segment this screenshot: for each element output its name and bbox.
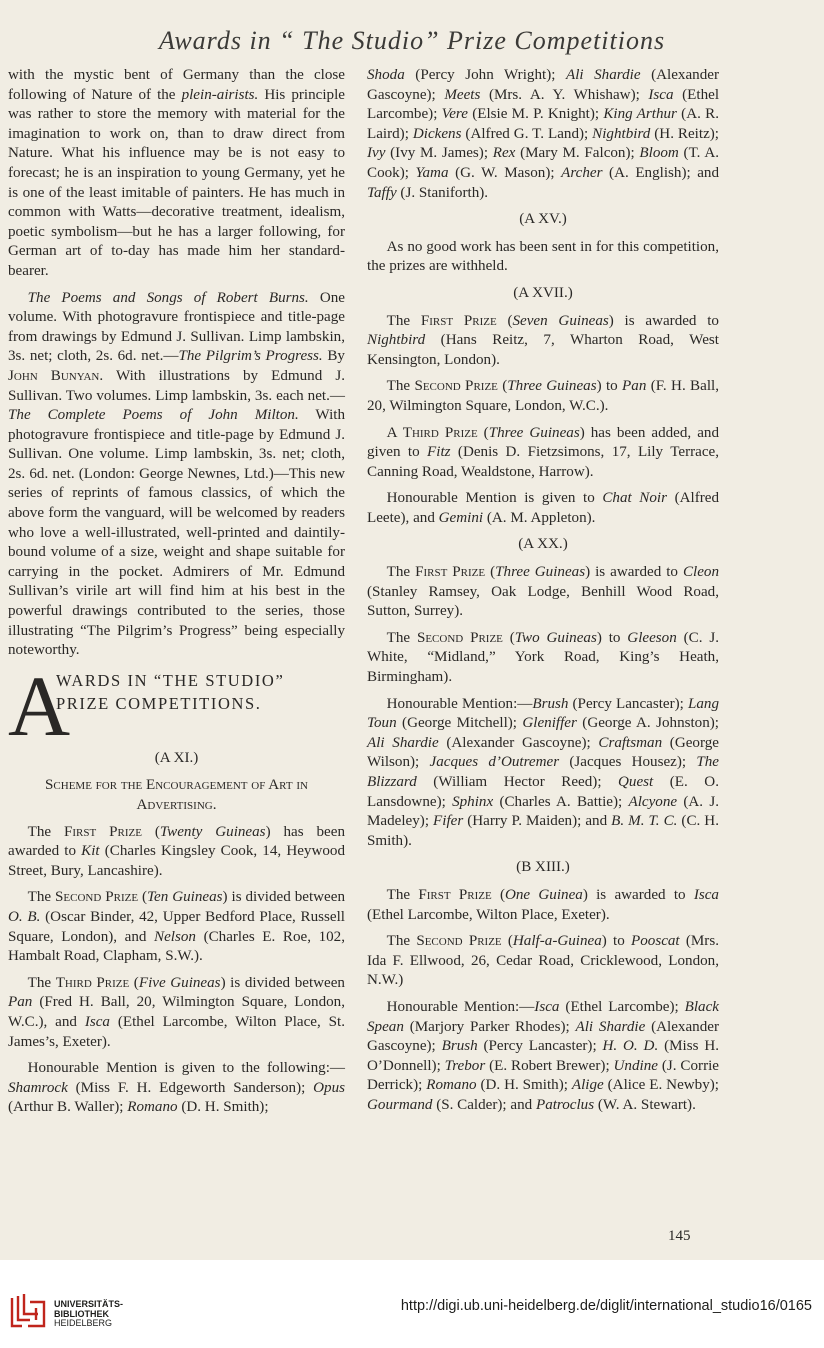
subheading: (A XI.) (154, 749, 199, 766)
library-logo-icon[interactable] (8, 1292, 48, 1332)
subheading: (A XX.) (518, 536, 568, 553)
paragraph: The First Prize (One Guinea) is awarded to Isca (Ethel Larcombe, Wilton Place, Exeter). (367, 886, 719, 923)
paragraph: Shoda (Percy John Wright); Ali Shardie (Alexander Gascoyne); Meets (Mrs. A. Y. Whishaw); Isca (Ethel Larcombe); Vere (Elsie M. P. Knight); King Arthur (A. R. Laird); Dickens (Alfred G. T. Land); Nightbird (H. Reitz); Ivy (Ivy M. James); Rex (Mary M. Falcon); Bloom (T. A. Cook); Yama (G. W. Mason); Archer (A. English); and Taffy (J. Staniforth). (367, 67, 720, 201)
paragraph: The Second Prize (Three Guineas) to Pan (F. H. Ball, 20, Wilmington Square, London, W.C.). (367, 378, 719, 414)
paragraph: As no good work has been sent in for this competition, the prizes are withheld. (367, 238, 719, 275)
subheading: (A XVII.) (513, 284, 573, 301)
paragraph: Honourable Mention:—Brush (Percy Lancaster); Lang Toun (George Mitchell); Gleniffer (George A. Johnston); Ali Shardie (Alexander Gascoyne); Craftsman (George Wilson); Jacques d’Outremer (Jacques Housez); The Blizzard (William Hector Reed); Quest (E. O. Lansdowne); Sphinx (Charles A. Battie); Alcyone (A. J. Madeley); Fifer (Harry P. Maiden); and B. M. T. C. (C. H. Smith). (367, 695, 719, 849)
paragraph: A Third Prize (Three Guineas) has been added, and given to Fitz (Denis D. Fietzsimons, 17, Lily Terrace, Canning Road, Wealdstone, Harrow). (367, 424, 719, 480)
paragraph: with the mystic bent of Germany than the close following of Nature of the plein-airists. His principle was rather to store the memory with material for the imagination to work on, than to draw direct from Nature. What his influence may be is not easy to forecast; he is an inspiration to young Germany, yet he is one of the least imitable of painters. He has much in common with Watts—decorative treatment, idealism, poetic symbolism—but he has a larger following, for German art of to-day has made him her standard-bearer. (8, 67, 345, 279)
paragraph: The Second Prize (Ten Guineas) is divided between O. B. (Oscar Binder, 42, Upper Bedford Place, Russell Square, London), and Nelson (Charles E. Roe, 102, Hambalt Road, Clapham, S.W.). (8, 889, 345, 965)
page-number: 145 (668, 1228, 691, 1244)
scheme-title: Scheme for the Encouragement of Art in Advertising. (45, 777, 308, 813)
library-footer (0, 1260, 824, 1348)
section-heading: A WARDS IN “THE STUDIO” PRIZE COMPETITIONS. (8, 657, 285, 754)
paragraph: Honourable Mention is given to the following:— Shamrock (Miss F. H. Edgeworth Sanderson); Opus (Arthur B. Waller); Romano (D. H. Smith); (8, 1060, 345, 1116)
source-url-link[interactable]: http://digi.ub.uni-heidelberg.de/diglit/international_studio16/0165 (400, 1298, 812, 1314)
subheading: (A XV.) (519, 211, 567, 228)
drop-cap: A (8, 657, 71, 754)
paragraph: The Second Prize (Half-a-Guinea) to Pooscat (Mrs. Ida F. Ellwood, 26, Cedar Road, Cricklewood, London, N.W.) (367, 933, 719, 989)
running-header: Awards in “ The Studio” Prize Competitions (158, 26, 666, 55)
paragraph: Honourable Mention is given to Chat Noir (Alfred Leete), and Gemini (A. M. Appleton). (367, 490, 719, 526)
paragraph: The Second Prize (Two Guineas) to Gleeson (C. J. White, “Midland,” York Road, King’s Heath, Birmingham). (367, 629, 719, 686)
paragraph: The Poems and Songs of Robert Burns. One volume. With photogravure frontispiece and title-page from drawings by Edmund J. Sullivan. Limp lambskin, 3s. net; cloth, 2s. 6d. net.—The Pilgrim’s Progress. By John Bunyan. With illustrations by Edmund J. Sullivan. Two volumes. Limp lambskin, 3s. each net.—The Complete Poems of John Milton. With photogravure frontispiece and title-page by Edmund J. Sullivan. One volume. Limp lambskin, 3s. net; cloth, 2s. 6d. net. (London: George Newnes, Ltd.)—This new series of reprints of famous classics, of which the above form the vanguard, will be welcomed by readers who love a well-illustrated, well-printed and daintily-bound volume of a size, weight and shape suitable for carrying in the pocket. Admirers of Mr. Edmund Sullivan’s virile art will find him at his best in the powerful drawings contributed to the series, those illustrating “The Pilgrim’s Progress” being especially noteworthy. (8, 289, 346, 659)
paragraph: The First Prize (Three Guineas) is awarded to Cleon (Stanley Ramsey, Oak Lodge, Benhill Wood Road, Sutton, Surrey). (367, 564, 719, 620)
paragraph: Honourable Mention:—Isca (Ethel Larcombe); Black Spean (Marjory Parker Rhodes); Ali Shardie (Alexander Gascoyne); Brush (Percy Lancaster); H. O. D. (Miss H. O’Donnell); Trebor (E. Robert Brewer); Undine (J. Corrie Derrick); Romano (D. H. Smith); Alige (Alice E. Newby); Gourmand (S. Calder); and Patroclus (W. A. Stewart). (367, 998, 720, 1113)
paragraph: The First Prize (Seven Guineas) is awarded to Nightbird (Hans Reitz, 7, Wharton Road, West Kensington, London). (367, 312, 719, 368)
right-column (367, 66, 719, 1123)
library-name: UNIVERSITÄTS- BIBLIOTHEK HEIDELBERG (54, 1299, 124, 1328)
subheading: (B XIII.) (516, 859, 570, 876)
paragraph: The First Prize (Twenty Guineas) has been awarded to Kit (Charles Kingsley Cook, 14, Heywood Street, Bury, Lancashire). (8, 823, 346, 879)
paragraph: The Third Prize (Five Guineas) is divided between Pan (Fred H. Ball, 20, Wilmington Square, London, W.C.), and Isca (Ethel Larcombe, Wilton Place, St. James’s, Exeter). (8, 974, 345, 1050)
left-column (8, 66, 345, 1125)
